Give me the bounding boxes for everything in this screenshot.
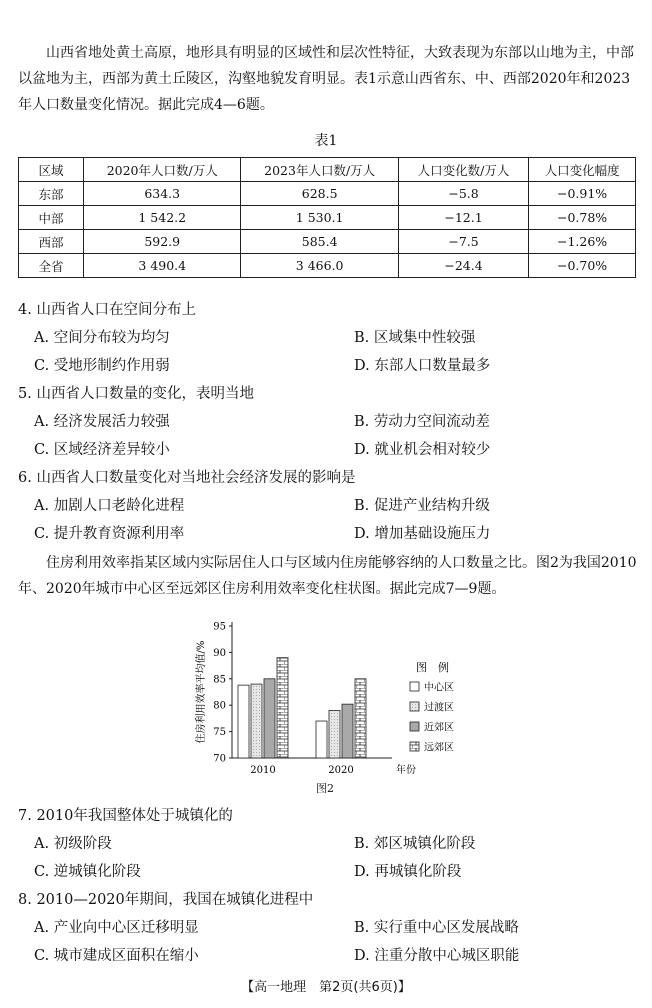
bar-中心区-2020 (316, 721, 327, 758)
bar-远郊区-2020 (355, 679, 366, 758)
bar-过渡区-2020 (329, 710, 340, 758)
header-2020: 2020年人口数/万人 (84, 158, 241, 182)
question-8-stem: 8. 2010—2020年期间，我国在城镇化进程中 (18, 892, 314, 908)
table-header-row (19, 158, 636, 182)
cell-2023: 1 530.1 (241, 206, 398, 230)
q7-option-c[interactable]: C. 逆城镇化阶段 (34, 864, 141, 880)
cell-rate: −0.91% (529, 182, 636, 206)
x-axis-label: 年份 (396, 765, 416, 776)
q5-option-a[interactable]: A. 经济发展活力较强 (34, 414, 170, 430)
y-tick-label: 80 (213, 700, 226, 712)
question-6-stem: 6. 山西省人口数量变化对当地社会经济发展的影响是 (18, 470, 356, 486)
q6-option-b[interactable]: B. 促进产业结构升级 (354, 498, 490, 514)
cell-2020: 3 490.4 (84, 254, 241, 278)
legend-swatch-中心区 (410, 682, 419, 691)
cell-change: −24.4 (398, 254, 528, 278)
legend-swatch-远郊区 (410, 742, 419, 751)
q6-option-a[interactable]: A. 加剧人口老龄化进程 (34, 498, 185, 514)
bar-远郊区-2010 (277, 658, 288, 758)
y-tick-label: 95 (213, 621, 226, 633)
legend-label-过渡区: 过渡区 (424, 702, 454, 714)
table-row (19, 206, 636, 230)
population-table (18, 157, 636, 278)
y-tick-label: 70 (213, 753, 226, 765)
q7-option-d[interactable]: D. 再城镇化阶段 (354, 864, 462, 880)
cell-change: −12.1 (398, 206, 528, 230)
cell-region: 中部 (19, 206, 84, 230)
table-row (19, 182, 636, 206)
table-caption: 表1 (314, 133, 338, 149)
cell-region: 西部 (19, 230, 84, 254)
table-row (19, 230, 636, 254)
bar-近郊区-2010 (264, 679, 275, 758)
intro-paragraph-1: 山西省地处黄土高原，地形具有明显的区域性和层次性特征，大致表现为东部以山地为主，中部以盆地为主，西部为黄土丘陵区，沟壑地貌发育明显。表1示意山西省东、中、西部2020年和2023年人口数量变化情况。据此完成4—6题。 (18, 45, 634, 113)
q5-option-d[interactable]: D. 就业机会相对较少 (354, 442, 491, 458)
q6-option-c[interactable]: C. 提升教育资源利用率 (34, 526, 185, 542)
q7-option-b[interactable]: B. 郊区城镇化阶段 (354, 836, 476, 852)
legend-swatch-过渡区 (410, 702, 419, 711)
q7-option-a[interactable]: A. 初级阶段 (34, 836, 112, 852)
intro-paragraph-2: 住房利用效率指某区域内实际居住人口与区域内住房能够容纳的人口数量之比。图2为我国2010年、2020年城市中心区至远郊区住房利用效率变化柱状图。据此完成7—9题。 (18, 555, 637, 597)
cell-region: 全省 (19, 254, 84, 278)
cell-rate: −0.70% (529, 254, 636, 278)
cell-change: −7.5 (398, 230, 528, 254)
header-2023: 2023年人口数/万人 (241, 158, 398, 182)
q8-option-b[interactable]: B. 实行重中心区发展战略 (354, 920, 519, 936)
legend-title: 图 例 (416, 661, 449, 674)
cell-change: −5.8 (398, 182, 528, 206)
housing-efficiency-chart (180, 616, 480, 781)
cell-2020: 634.3 (84, 182, 241, 206)
legend-label-近郊区: 近郊区 (424, 722, 454, 734)
figure-caption: 图2 (316, 782, 334, 795)
cell-rate: −1.26% (529, 230, 636, 254)
q4-option-d[interactable]: D. 东部人口数量最多 (354, 358, 491, 374)
legend-swatch-近郊区 (410, 722, 419, 731)
bar-过渡区-2010 (251, 684, 262, 758)
legend-label-远郊区: 远郊区 (424, 742, 454, 754)
cell-2023: 628.5 (241, 182, 398, 206)
y-axis-label: 住房利用效率平均值/% (196, 640, 207, 744)
x-tick-label: 2020 (328, 765, 354, 776)
header-rate: 人口变化幅度 (529, 158, 636, 182)
cell-2023: 585.4 (241, 230, 398, 254)
y-tick-label: 75 (213, 727, 226, 739)
header-region: 区域 (19, 158, 84, 182)
q4-option-c[interactable]: C. 受地形制约作用弱 (34, 358, 170, 374)
bar-中心区-2010 (238, 685, 249, 758)
y-tick-label: 85 (213, 674, 226, 686)
q6-option-d[interactable]: D. 增加基础设施压力 (354, 526, 491, 542)
q8-option-d[interactable]: D. 注重分散中心城区职能 (354, 948, 520, 964)
bar-近郊区-2020 (342, 704, 353, 758)
cell-rate: −0.78% (529, 206, 636, 230)
q5-option-c[interactable]: C. 区域经济差异较小 (34, 442, 170, 458)
y-tick-label: 90 (213, 647, 226, 659)
cell-region: 东部 (19, 182, 84, 206)
table-row (19, 254, 636, 278)
cell-2023: 3 466.0 (241, 254, 398, 278)
question-5-stem: 5. 山西省人口数量的变化，表明当地 (18, 386, 254, 402)
q4-option-a[interactable]: A. 空间分布较为均匀 (34, 330, 170, 346)
cell-2020: 1 542.2 (84, 206, 241, 230)
question-7-stem: 7. 2010年我国整体处于城镇化的 (18, 808, 233, 824)
page-footer: 【高一地理 第2页(共6页)】 (241, 980, 411, 995)
q5-option-b[interactable]: B. 劳动力空间流动差 (354, 414, 490, 430)
q4-option-b[interactable]: B. 区域集中性较强 (354, 330, 476, 346)
cell-2020: 592.9 (84, 230, 241, 254)
q8-option-c[interactable]: C. 城市建成区面积在缩小 (34, 948, 199, 964)
header-change: 人口变化数/万人 (398, 158, 528, 182)
x-tick-label: 2010 (250, 765, 276, 776)
q8-option-a[interactable]: A. 产业向中心区迁移明显 (34, 920, 199, 936)
question-4-stem: 4. 山西省人口在空间分布上 (18, 302, 196, 318)
legend-label-中心区: 中心区 (424, 682, 454, 694)
